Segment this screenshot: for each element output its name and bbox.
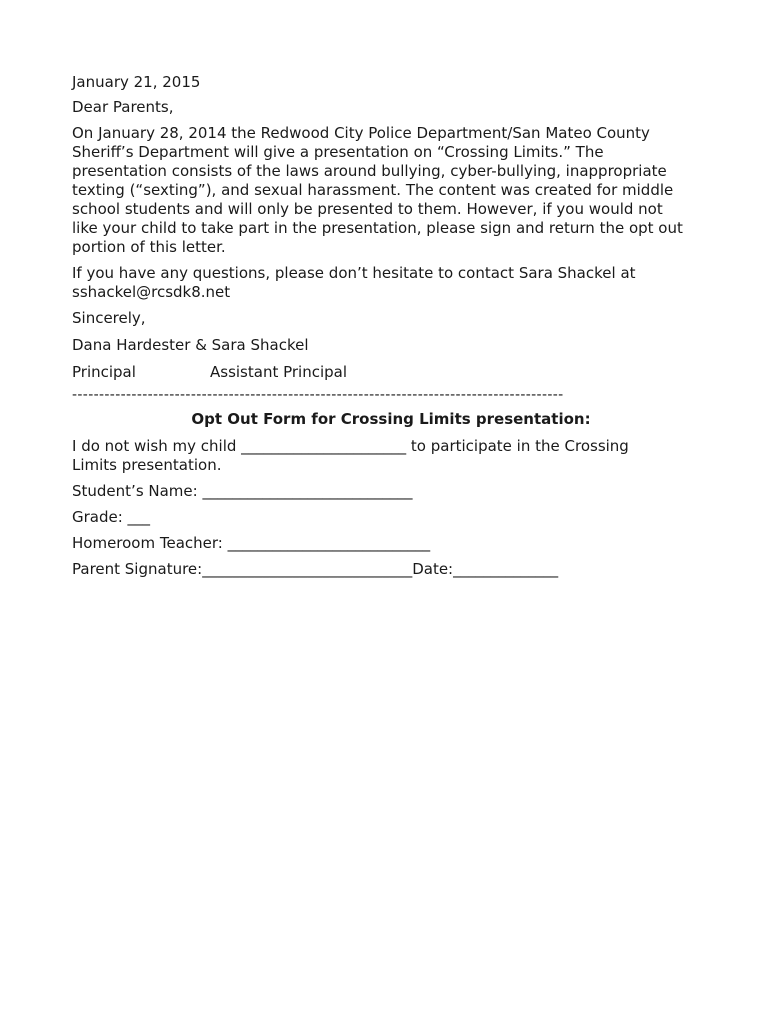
opt-out-form-title: Opt Out Form for Crossing Limits presentation: [191,410,591,428]
letter-page [72,73,702,586]
student-name-field: Student’s Name: ____________________________ [72,482,413,500]
letter-closing: Sincerely, [72,309,146,327]
title-assistant-principal: Assistant Principal [210,363,348,381]
signer-names: Dana Hardester & Sara Shackel [72,336,309,354]
grade-field: Grade: ___ [72,508,151,526]
signer-titles [72,363,702,382]
letter-date: January 21, 2015 [72,73,201,91]
letter-paragraph-contact: If you have any questions, please don’t hesitate to contact Sara Shackel at sshackel@rcsdk8.net [72,264,636,301]
salutation: Dear Parents, [72,98,174,116]
opt-out-statement: I do not wish my child ______________________ to participate in the Crossing Limits presentation. [72,437,629,474]
cut-line-divider: ------------------------------------------------------------------------------------------- [72,387,564,403]
parent-signature-date-field: Parent Signature:____________________________Date:______________ [72,560,559,578]
letter-paragraph-presentation: On January 28, 2014 the Redwood City Police Department/San Mateo County Sheriff’s Department will give a presentation on “Crossing Limits.” The presentation consists of the laws around bullying, cyber-bullying, inappropriate texting (“sexting”), and sexual harassment. The content was created for middle school students and will only be presented to them. However, if you would not like your child to take part in the presentation, please sign and return the opt out portion of this letter. [72,124,683,256]
homeroom-teacher-field: Homeroom Teacher: ___________________________ [72,534,431,552]
title-principal: Principal [72,363,136,381]
